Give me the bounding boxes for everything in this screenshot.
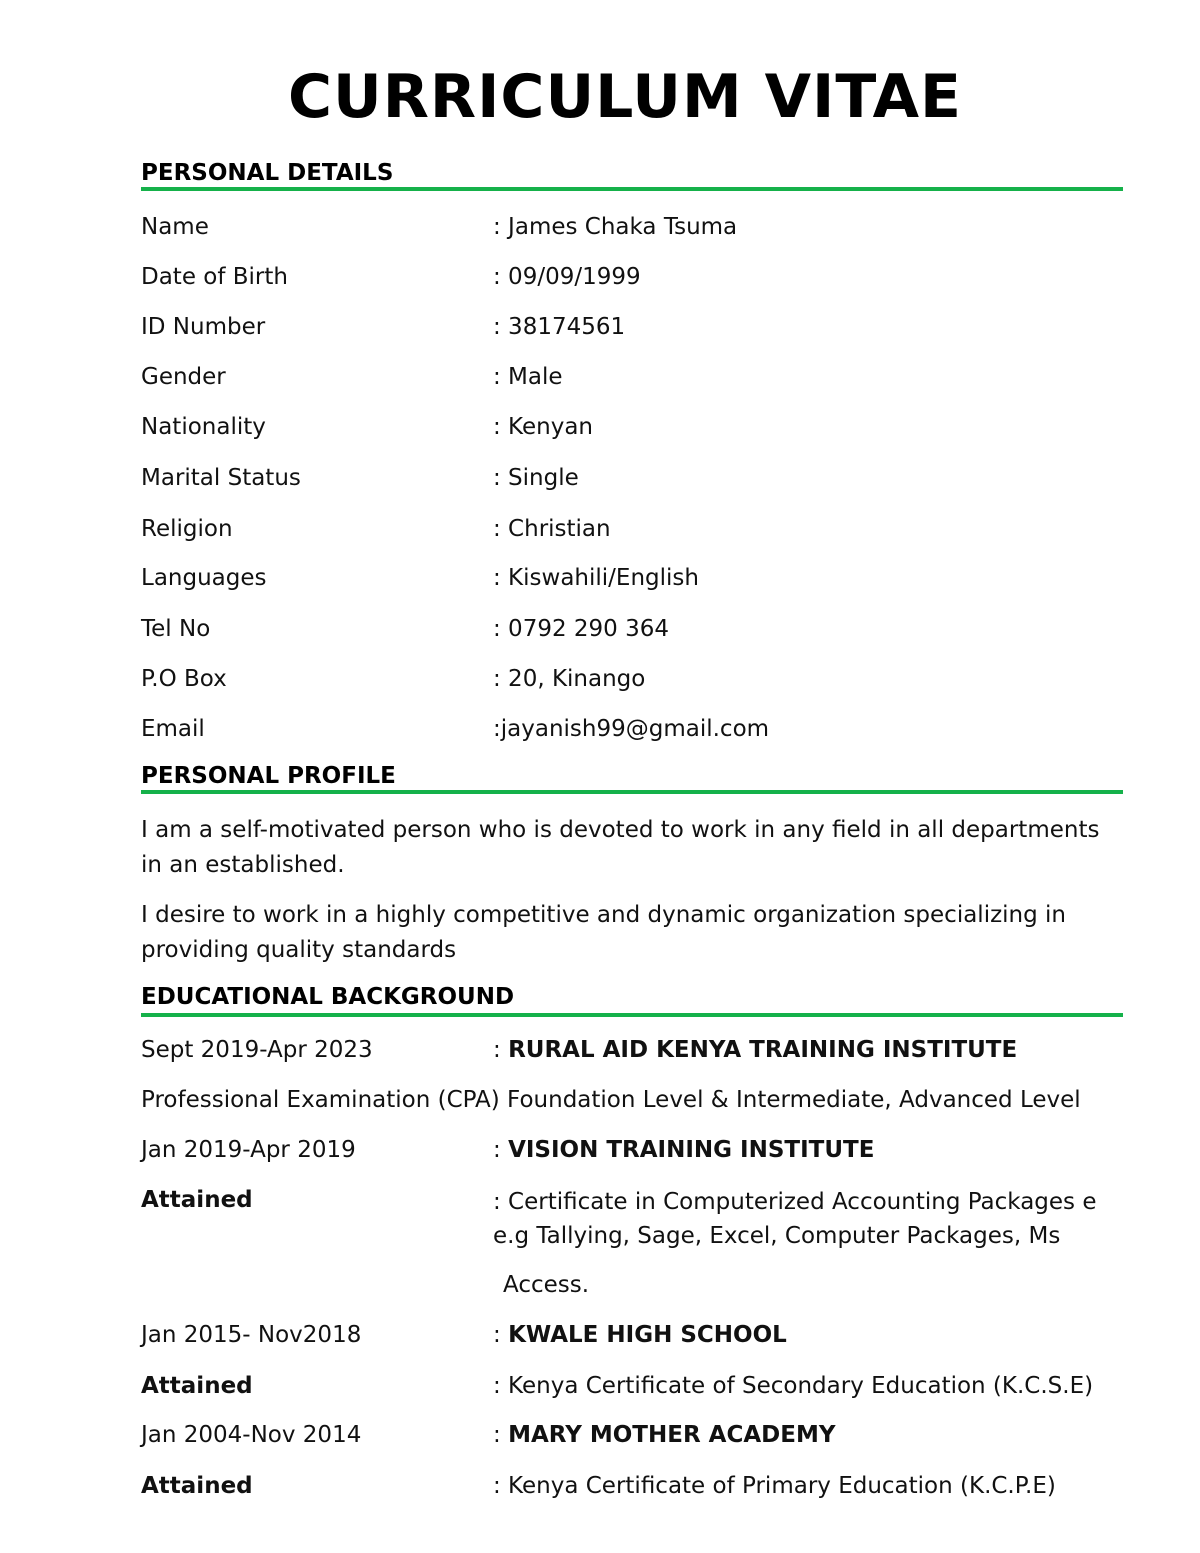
education-cpa-line: Professional Examination (CPA) Foundation Level & Intermediate, Advanced Level bbox=[141, 1087, 1081, 1113]
detail-label: P.O Box bbox=[141, 666, 227, 692]
education-institution: : MARY MOTHER ACADEMY bbox=[493, 1422, 836, 1448]
detail-label: Tel No bbox=[141, 616, 211, 642]
detail-value: : Kiswahili/English bbox=[493, 565, 699, 591]
education-period: Sept 2019-Apr 2023 bbox=[141, 1037, 373, 1063]
attained-label: Attained bbox=[141, 1473, 253, 1499]
personal-profile-heading: PERSONAL PROFILE bbox=[141, 763, 396, 789]
education-heading: EDUCATIONAL BACKGROUND bbox=[141, 984, 515, 1010]
document-title: CURRICULUM VITAE bbox=[287, 62, 963, 132]
detail-value: : 0792 290 364 bbox=[493, 616, 670, 642]
detail-label: Languages bbox=[141, 565, 267, 591]
attained-value: : Kenya Certificate of Secondary Education (K.C.S.E) bbox=[493, 1373, 1094, 1399]
education-period: Jan 2004-Nov 2014 bbox=[141, 1422, 362, 1448]
education-institution: : VISION TRAINING INSTITUTE bbox=[493, 1137, 875, 1163]
education-rule bbox=[141, 1013, 1123, 1017]
detail-value: : Christian bbox=[493, 516, 611, 542]
attained-label: Attained bbox=[141, 1187, 253, 1213]
detail-value: : Single bbox=[493, 465, 579, 491]
education-institution: : KWALE HIGH SCHOOL bbox=[493, 1322, 787, 1348]
detail-value: : Kenyan bbox=[493, 414, 594, 440]
detail-label: Date of Birth bbox=[141, 264, 288, 290]
attained-label: Attained bbox=[141, 1373, 253, 1399]
detail-label: Marital Status bbox=[141, 465, 301, 491]
attained-value: : Kenya Certificate of Primary Education (K.C.P.E) bbox=[493, 1473, 1056, 1499]
detail-label: Religion bbox=[141, 516, 233, 542]
detail-value: :jayanish99@gmail.com bbox=[493, 716, 770, 742]
personal-details-rule bbox=[141, 187, 1123, 191]
detail-label: Gender bbox=[141, 364, 226, 390]
detail-value: : James Chaka Tsuma bbox=[493, 214, 738, 240]
education-period: Jan 2015- Nov2018 bbox=[141, 1322, 362, 1348]
profile-paragraph: I desire to work in a highly competitive and dynamic organization specializing in providing quality standards bbox=[141, 902, 1066, 963]
personal-details-heading: PERSONAL DETAILS bbox=[141, 160, 394, 186]
detail-label: Email bbox=[141, 716, 205, 742]
detail-value: : 09/09/1999 bbox=[493, 264, 641, 290]
detail-label: Name bbox=[141, 214, 209, 240]
attained-value: : Certificate in Computerized Accounting Packages e e.g Tallying, Sage, Excel, Computer Packages, Ms bbox=[493, 1189, 1097, 1249]
education-period: Jan 2019-Apr 2019 bbox=[141, 1137, 356, 1163]
attained-value-continued: Access. bbox=[503, 1272, 590, 1298]
profile-paragraph: I am a self-motivated person who is devoted to work in any field in all departments in an established. bbox=[141, 817, 1100, 878]
personal-profile-rule bbox=[141, 790, 1123, 794]
detail-value: : Male bbox=[493, 364, 563, 390]
detail-value: : 20, Kinango bbox=[493, 666, 646, 692]
detail-label: ID Number bbox=[141, 314, 266, 340]
detail-label: Nationality bbox=[141, 414, 266, 440]
detail-value: : 38174561 bbox=[493, 314, 626, 340]
education-institution: : RURAL AID KENYA TRAINING INSTITUTE bbox=[493, 1037, 1018, 1063]
